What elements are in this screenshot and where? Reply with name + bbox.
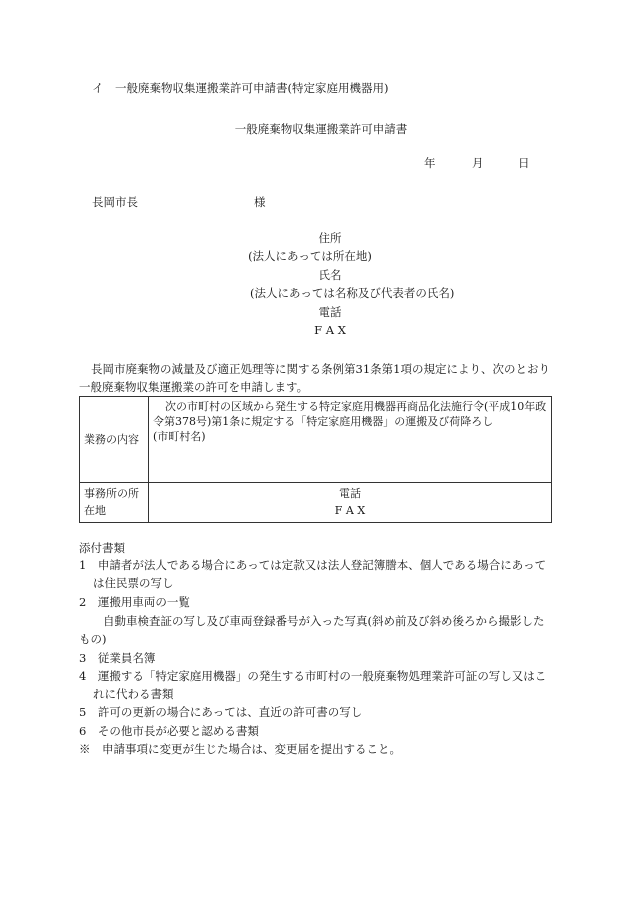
attachment-item-1 [79, 557, 553, 592]
attachment-item-2-detail [79, 613, 553, 648]
application-table [79, 396, 552, 523]
form-heading: イ 一般廃棄物収集運搬業許可申請書(特定家庭用機器用) [92, 81, 389, 95]
applicant-phone-label: 電話 [318, 305, 342, 319]
attachment-item-3 [79, 650, 553, 668]
addressee-name: 長岡市長 [92, 195, 138, 209]
office-location-label-cell [80, 483, 149, 523]
business-content-label-cell [80, 397, 149, 483]
office-fax-label: F A X [334, 504, 366, 517]
applicant-name-label: 氏名 [318, 268, 342, 282]
attachment-item-4 [79, 668, 553, 703]
office-location-label-line1: 事務所の所 [84, 487, 139, 500]
addressee-honorific: 様 [254, 195, 266, 209]
attachment-item-1-text: 1 申請者が法人である場合にあっては定款又は法人登記簿謄本、個人である場合にあっては住民票の写し [79, 558, 547, 590]
date-day: 日 [518, 156, 530, 170]
attachment-item-2-detail-text: 自動車検査証の写し及び車両登録番号が入った写真(斜め前及び斜め後ろから撮影したもの) [79, 614, 545, 646]
business-content-text: 次の市町村の区域から発生する特定家庭用機器再商品化法施行令(平成10年政令第378号)第1条に規定する「特定家庭用機器」の運搬及び荷降ろし [153, 400, 547, 428]
attachment-item-5-text: 5 許可の更新の場合にあっては、直近の許可書の写し [79, 705, 363, 719]
attachment-item-2 [79, 594, 553, 612]
intro-paragraph [79, 360, 553, 396]
date-year: 年 [424, 156, 436, 170]
attachment-item-6 [79, 723, 553, 741]
business-content-label: 業務の内容 [84, 433, 139, 446]
municipality-label: (市町村名) [153, 430, 206, 443]
attachment-item-4-text: 4 運搬する「特定家庭用機器」の発生する市町村の一般廃棄物処理業許可証の写し又はこれに代わる書類 [79, 669, 547, 701]
attachment-note [79, 741, 553, 759]
office-location-label-line2: 在地 [84, 504, 106, 517]
attachment-item-6-text: 6 その他市長が必要と認める書類 [79, 724, 259, 738]
intro-text: 長岡市廃棄物の減量及び適正処理等に関する条例第31条第1項の規定により、次のとおり一般廃棄物収集運搬業の許可を申請します。 [79, 362, 550, 394]
form-title: 一般廃棄物収集運搬業許可申請書 [234, 122, 408, 136]
attachment-item-2-text: 2 運搬用車両の一覧 [79, 595, 190, 609]
applicant-fax-label: F A X [314, 323, 346, 337]
applicant-address-label: 住所 [318, 231, 342, 245]
attachment-note-text: ※ 申請事項に変更が生じた場合は、変更届を提出すること。 [79, 742, 401, 756]
attachments-title: 添付書類 [79, 541, 125, 555]
applicant-name-note: (法人にあっては名称及び代表者の氏名) [250, 286, 455, 300]
attachment-item-3-text: 3 従業員名簿 [79, 651, 156, 665]
date-month: 月 [472, 156, 484, 170]
applicant-address-note: (法人にあっては所在地) [248, 249, 372, 263]
attachment-item-5 [79, 704, 553, 722]
office-phone-label: 電話 [339, 487, 361, 500]
business-content-cell[interactable] [149, 397, 552, 483]
office-location-cell[interactable] [149, 483, 552, 523]
